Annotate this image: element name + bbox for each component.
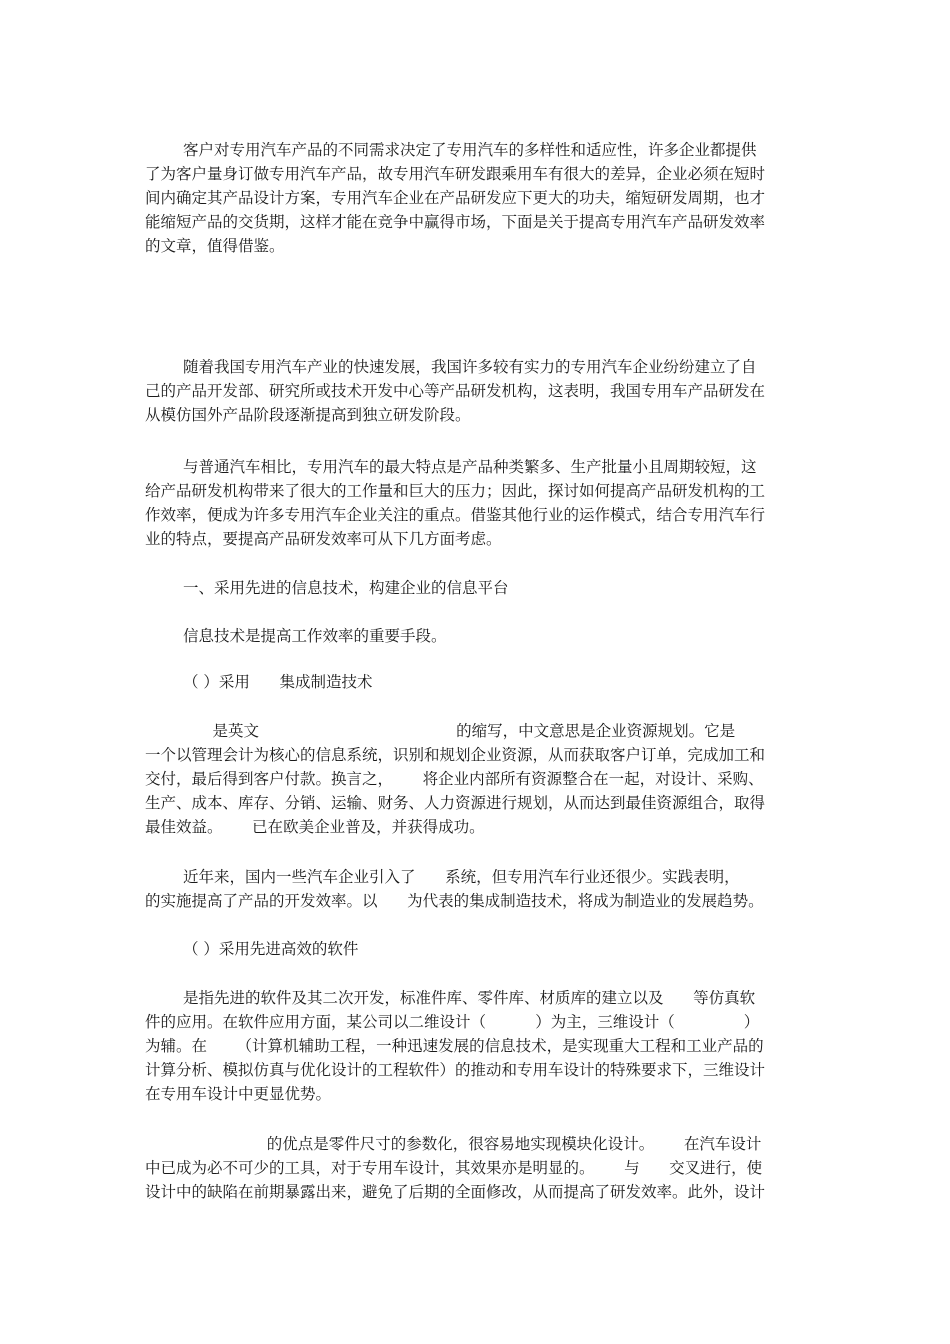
subheading-erp xyxy=(145,670,810,694)
paragraph-advantages xyxy=(145,1132,810,1204)
paragraph-comparison xyxy=(145,455,810,551)
text-line: 己的产品开发部、研究所或技术开发中心等产品研发机构，这表明，我国专用车产品研发在 xyxy=(145,382,766,400)
text-line: 在专用车设计中更显优势。 xyxy=(145,1085,332,1103)
text-line: 间内确定其产品设计方案，专用汽车企业在产品研发应下更大的功夫，缩短研发周期，也才 xyxy=(145,189,766,207)
paragraph-intro xyxy=(145,138,810,258)
text-line: 客户对专用汽车产品的不同需求决定了专用汽车的多样性和适应性，许多企业都提供 xyxy=(183,141,757,159)
text-line: 一个以管理会计为核心的信息系统，识别和规划企业资源，从而获取客户订单，完成加工和 xyxy=(145,746,766,764)
heading-text: （ ）采用 集成制造技术 xyxy=(183,673,373,691)
text-line: 随着我国专用汽车产业的快速发展，我国许多较有实力的专用汽车企业纷纷建立了自 xyxy=(183,358,757,376)
text-line: 的文章，值得借鉴。 xyxy=(145,237,285,255)
text-line: 交付，最后得到客户付款。换言之， 将企业内部所有资源整合在一起，对设计、采购、 xyxy=(145,770,764,788)
text-line: 信息技术是提高工作效率的重要手段。 xyxy=(183,627,447,645)
heading-text: （ ）采用先进高效的软件 xyxy=(183,940,359,958)
text-line: 了为客户量身订做专用汽车产品，故专用汽车研发跟乘用车有很大的差异，企业必须在短时 xyxy=(145,165,766,183)
text-line: 件的应用。在软件应用方面，某公司以二维设计（ ）为主，三维设计（ ） xyxy=(145,1013,760,1031)
paragraph-development xyxy=(145,355,810,427)
text-line: 生产、成本、库存、分销、运输、财务、人力资源进行规划，从而达到最佳资源组合，取得 xyxy=(145,794,766,812)
text-line: 中已成为必不可少的工具，对于专用车设计，其效果亦是明显的。 与 交叉进行，使 xyxy=(145,1159,763,1177)
subheading-software xyxy=(145,937,810,961)
paragraph-software xyxy=(145,986,810,1106)
paragraph-recent-years xyxy=(145,865,810,913)
text-line: 计算分析、模拟仿真与优化设计的工程软件）的推动和专用车设计的特殊要求下，三维设计 xyxy=(145,1061,766,1079)
text-line: 最佳效益。 已在欧美企业普及，并获得成功。 xyxy=(145,818,485,836)
text-line: 与普通汽车相比，专用汽车的最大特点是产品种类繁多、生产批量小且周期较短，这 xyxy=(183,458,757,476)
text-line: 近年来，国内一些汽车企业引入了 系统，但专用汽车行业还很少。实践表明， xyxy=(183,868,740,886)
text-line: 业的特点，要提高产品研发效率可从下几方面考虑。 xyxy=(145,530,502,548)
paragraph-info-tech xyxy=(145,624,810,648)
heading-text: 一、采用先进的信息技术，构建企业的信息平台 xyxy=(183,579,509,597)
text-line: 从模仿国外产品阶段逐渐提高到独立研发阶段。 xyxy=(145,406,471,424)
text-line: 给产品研发机构带来了很大的工作量和巨大的压力；因此，探讨如何提高产品研发机构的工 xyxy=(145,482,766,500)
text-line: 为辅。在 （计算机辅助工程，一种迅速发展的信息技术，是实现重大工程和工业产品的 xyxy=(145,1037,764,1055)
text-line: 设计中的缺陷在前期暴露出来，避免了后期的全面修改，从而提高了研发效率。此外，设计 xyxy=(145,1183,766,1201)
section-heading-1 xyxy=(145,576,810,600)
text-line: 的实施提高了产品的开发效率。以 为代表的集成制造技术，将成为制造业的发展趋势。 xyxy=(145,892,764,910)
text-line: 的优点是零件尺寸的参数化，很容易地实现模块化设计。 在汽车设计 xyxy=(183,1135,762,1153)
text-line: 能缩短产品的交货期，这样才能在竞争中赢得市场，下面是关于提高专用汽车产品研发效率 xyxy=(145,213,766,231)
paragraph-erp xyxy=(145,719,810,839)
text-line: 是指先进的软件及其二次开发，标准件库、零件库、材质库的建立以及 等仿真软 xyxy=(183,989,756,1007)
text-line: 是英文 的缩写，中文意思是企业资源规划。它是 xyxy=(183,722,736,740)
text-line: 作效率，便成为许多专用汽车企业关注的重点。借鉴其他行业的运作模式，结合专用汽车行 xyxy=(145,506,766,524)
